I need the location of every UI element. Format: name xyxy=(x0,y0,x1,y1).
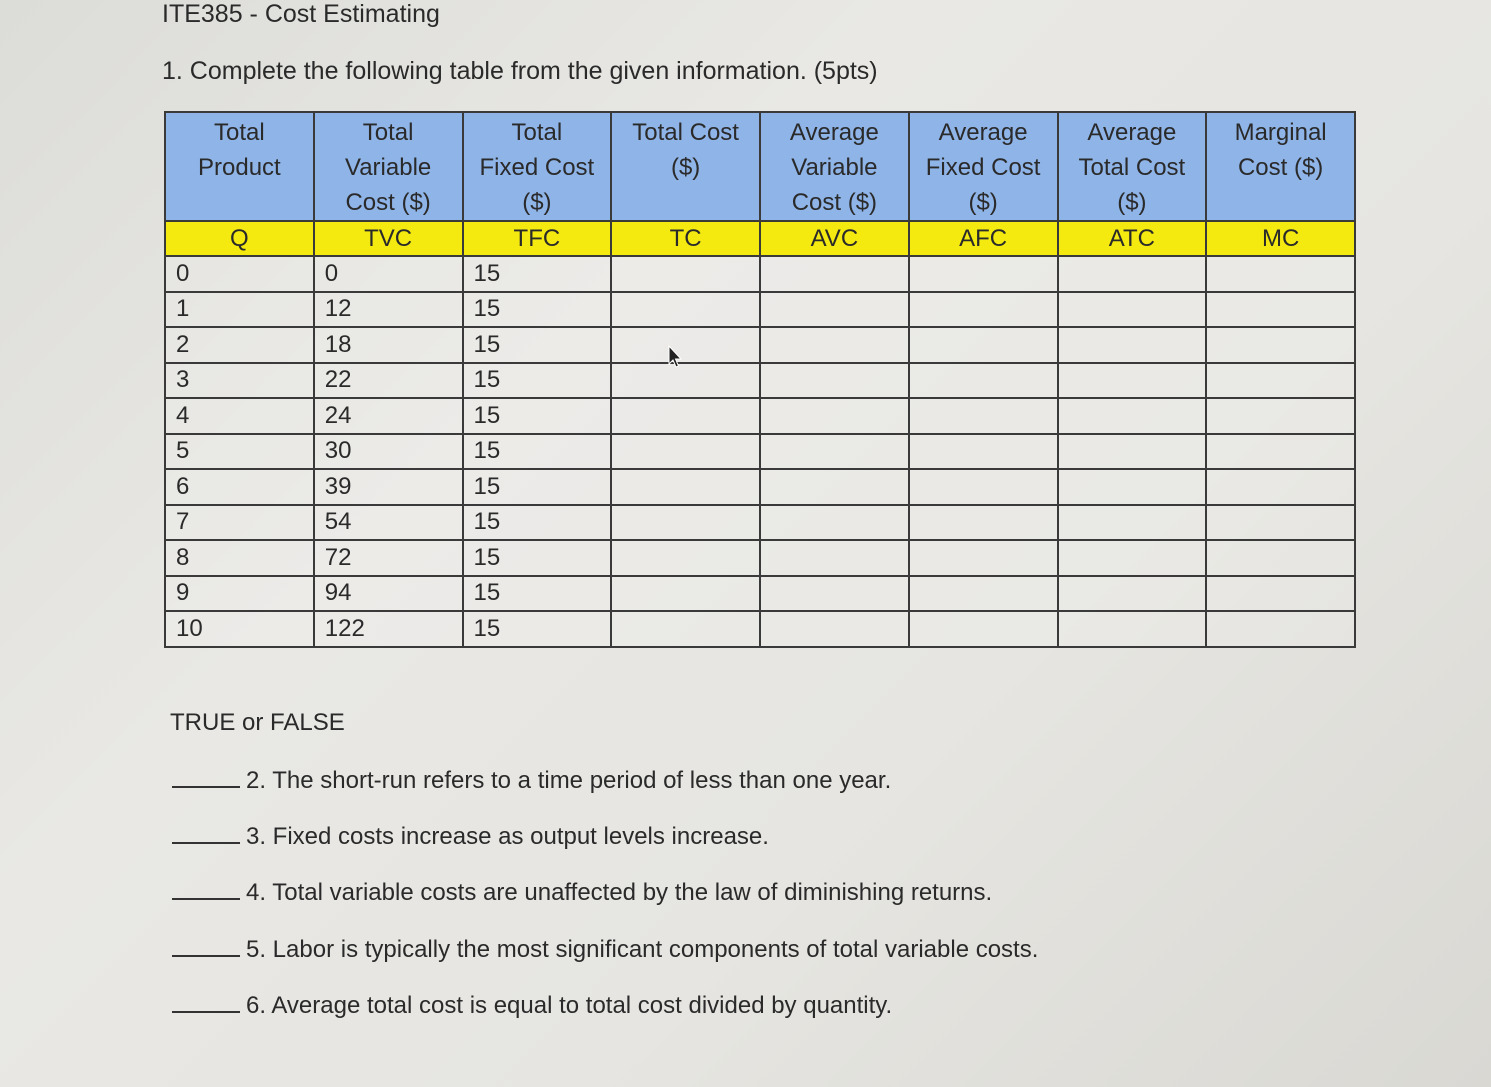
table-row xyxy=(165,292,1355,328)
cell-tvc: 22 xyxy=(314,363,463,399)
cell-tc[interactable] xyxy=(611,292,760,328)
cell-q: 4 xyxy=(165,398,314,434)
cell-afc[interactable] xyxy=(909,363,1058,399)
cell-atc[interactable] xyxy=(1058,505,1207,541)
cell-avc[interactable] xyxy=(760,434,909,470)
answer-blank[interactable] xyxy=(172,955,240,957)
cell-tfc: 15 xyxy=(463,327,612,363)
cell-q: 6 xyxy=(165,469,314,505)
cell-afc[interactable] xyxy=(909,611,1058,647)
cell-avc[interactable] xyxy=(760,327,909,363)
header-marginal-cost: Marginal Cost ($) xyxy=(1206,112,1355,221)
cell-atc[interactable] xyxy=(1058,327,1207,363)
cell-atc[interactable] xyxy=(1058,469,1207,505)
header-average-variable-cost: Average Variable Cost ($) xyxy=(760,112,909,221)
cell-avc[interactable] xyxy=(760,576,909,612)
cell-afc[interactable] xyxy=(909,540,1058,576)
cell-tvc: 30 xyxy=(314,434,463,470)
cell-q: 7 xyxy=(165,505,314,541)
table-row xyxy=(165,434,1355,470)
cell-mc[interactable] xyxy=(1206,540,1355,576)
cost-table xyxy=(164,111,1356,648)
table-row xyxy=(165,611,1355,647)
cell-tfc: 15 xyxy=(463,576,612,612)
cell-afc[interactable] xyxy=(909,576,1058,612)
cell-mc[interactable] xyxy=(1206,363,1355,399)
cell-mc[interactable] xyxy=(1206,576,1355,612)
cell-avc[interactable] xyxy=(760,469,909,505)
tf-question-4: 4. Total variable costs are unaffected by the law of diminishing returns. xyxy=(172,879,992,907)
cell-tc[interactable] xyxy=(611,327,760,363)
cell-atc[interactable] xyxy=(1058,363,1207,399)
cell-tvc: 72 xyxy=(314,540,463,576)
cell-atc[interactable] xyxy=(1058,576,1207,612)
cell-mc[interactable] xyxy=(1206,505,1355,541)
cell-q: 2 xyxy=(165,327,314,363)
table-row xyxy=(165,576,1355,612)
header-row xyxy=(165,112,1355,221)
cell-q: 0 xyxy=(165,256,314,292)
cell-mc[interactable] xyxy=(1206,398,1355,434)
abbr-q: Q xyxy=(165,221,314,256)
abbreviation-row xyxy=(165,221,1355,256)
mouse-cursor-icon xyxy=(668,345,682,369)
table-row xyxy=(165,505,1355,541)
cell-tc[interactable] xyxy=(611,540,760,576)
cell-afc[interactable] xyxy=(909,327,1058,363)
table-row xyxy=(165,256,1355,292)
cell-tvc: 39 xyxy=(314,469,463,505)
abbr-tfc: TFC xyxy=(463,221,612,256)
cell-tvc: 54 xyxy=(314,505,463,541)
cell-q: 10 xyxy=(165,611,314,647)
cell-atc[interactable] xyxy=(1058,434,1207,470)
answer-blank[interactable] xyxy=(172,786,240,788)
table-row xyxy=(165,363,1355,399)
cell-q: 3 xyxy=(165,363,314,399)
cell-tvc: 0 xyxy=(314,256,463,292)
cell-atc[interactable] xyxy=(1058,540,1207,576)
cell-q: 9 xyxy=(165,576,314,612)
cell-atc[interactable] xyxy=(1058,256,1207,292)
cell-mc[interactable] xyxy=(1206,611,1355,647)
tf-question-3: 3. Fixed costs increase as output levels increase. xyxy=(172,823,769,851)
cell-tfc: 15 xyxy=(463,540,612,576)
answer-blank[interactable] xyxy=(172,842,240,844)
cell-tfc: 15 xyxy=(463,611,612,647)
cell-tc[interactable] xyxy=(611,398,760,434)
cell-tfc: 15 xyxy=(463,363,612,399)
cell-q: 5 xyxy=(165,434,314,470)
cell-avc[interactable] xyxy=(760,363,909,399)
cell-afc[interactable] xyxy=(909,505,1058,541)
answer-blank[interactable] xyxy=(172,1011,240,1013)
cell-avc[interactable] xyxy=(760,611,909,647)
cell-afc[interactable] xyxy=(909,469,1058,505)
cell-avc[interactable] xyxy=(760,256,909,292)
cell-q: 8 xyxy=(165,540,314,576)
cell-afc[interactable] xyxy=(909,434,1058,470)
cell-tvc: 12 xyxy=(314,292,463,328)
cell-atc[interactable] xyxy=(1058,398,1207,434)
question-1-prompt: 1. Complete the following table from the given information. (5pts) xyxy=(162,57,878,85)
header-total-cost: Total Cost ($) xyxy=(611,112,760,221)
cell-tvc: 18 xyxy=(314,327,463,363)
header-total-product: Total Product xyxy=(165,112,314,221)
true-false-heading: TRUE or FALSE xyxy=(170,709,345,736)
cell-avc[interactable] xyxy=(760,292,909,328)
cell-tc[interactable] xyxy=(611,363,760,399)
cell-tc[interactable] xyxy=(611,611,760,647)
table-row xyxy=(165,398,1355,434)
cell-avc[interactable] xyxy=(760,398,909,434)
cell-afc[interactable] xyxy=(909,292,1058,328)
answer-blank[interactable] xyxy=(172,898,240,900)
table-row xyxy=(165,540,1355,576)
cell-q: 1 xyxy=(165,292,314,328)
cell-tfc: 15 xyxy=(463,469,612,505)
tf-question-6: 6. Average total cost is equal to total cost divided by quantity. xyxy=(172,992,892,1020)
abbr-tvc: TVC xyxy=(314,221,463,256)
cell-mc[interactable] xyxy=(1206,256,1355,292)
cell-tc[interactable] xyxy=(611,576,760,612)
cell-tfc: 15 xyxy=(463,292,612,328)
tf-question-2: 2. The short-run refers to a time period of less than one year. xyxy=(172,767,891,795)
cell-afc[interactable] xyxy=(909,398,1058,434)
abbr-mc: MC xyxy=(1206,221,1355,256)
cell-tfc: 15 xyxy=(463,434,612,470)
cell-mc[interactable] xyxy=(1206,292,1355,328)
header-average-fixed-cost: Average Fixed Cost ($) xyxy=(909,112,1058,221)
cell-tfc: 15 xyxy=(463,505,612,541)
cell-tfc: 15 xyxy=(463,256,612,292)
cell-tc[interactable] xyxy=(611,505,760,541)
table-row xyxy=(165,469,1355,505)
cell-mc[interactable] xyxy=(1206,327,1355,363)
cell-tc[interactable] xyxy=(611,256,760,292)
header-total-variable-cost: Total Variable Cost ($) xyxy=(314,112,463,221)
cell-avc[interactable] xyxy=(760,505,909,541)
abbr-tc: TC xyxy=(611,221,760,256)
cell-atc[interactable] xyxy=(1058,292,1207,328)
tf-question-5: 5. Labor is typically the most significant components of total variable costs. xyxy=(172,936,1038,964)
cell-tvc: 24 xyxy=(314,398,463,434)
cell-tc[interactable] xyxy=(611,469,760,505)
course-title: ITE385 - Cost Estimating xyxy=(162,0,440,28)
abbr-avc: AVC xyxy=(760,221,909,256)
abbr-afc: AFC xyxy=(909,221,1058,256)
cell-tvc: 94 xyxy=(314,576,463,612)
cell-tc[interactable] xyxy=(611,434,760,470)
header-total-fixed-cost: Total Fixed Cost ($) xyxy=(463,112,612,221)
cell-tfc: 15 xyxy=(463,398,612,434)
cell-mc[interactable] xyxy=(1206,434,1355,470)
cell-avc[interactable] xyxy=(760,540,909,576)
cell-mc[interactable] xyxy=(1206,469,1355,505)
cell-atc[interactable] xyxy=(1058,611,1207,647)
header-average-total-cost: Average Total Cost ($) xyxy=(1058,112,1207,221)
table-row xyxy=(165,327,1355,363)
cell-tvc: 122 xyxy=(314,611,463,647)
cell-afc[interactable] xyxy=(909,256,1058,292)
abbr-atc: ATC xyxy=(1058,221,1207,256)
